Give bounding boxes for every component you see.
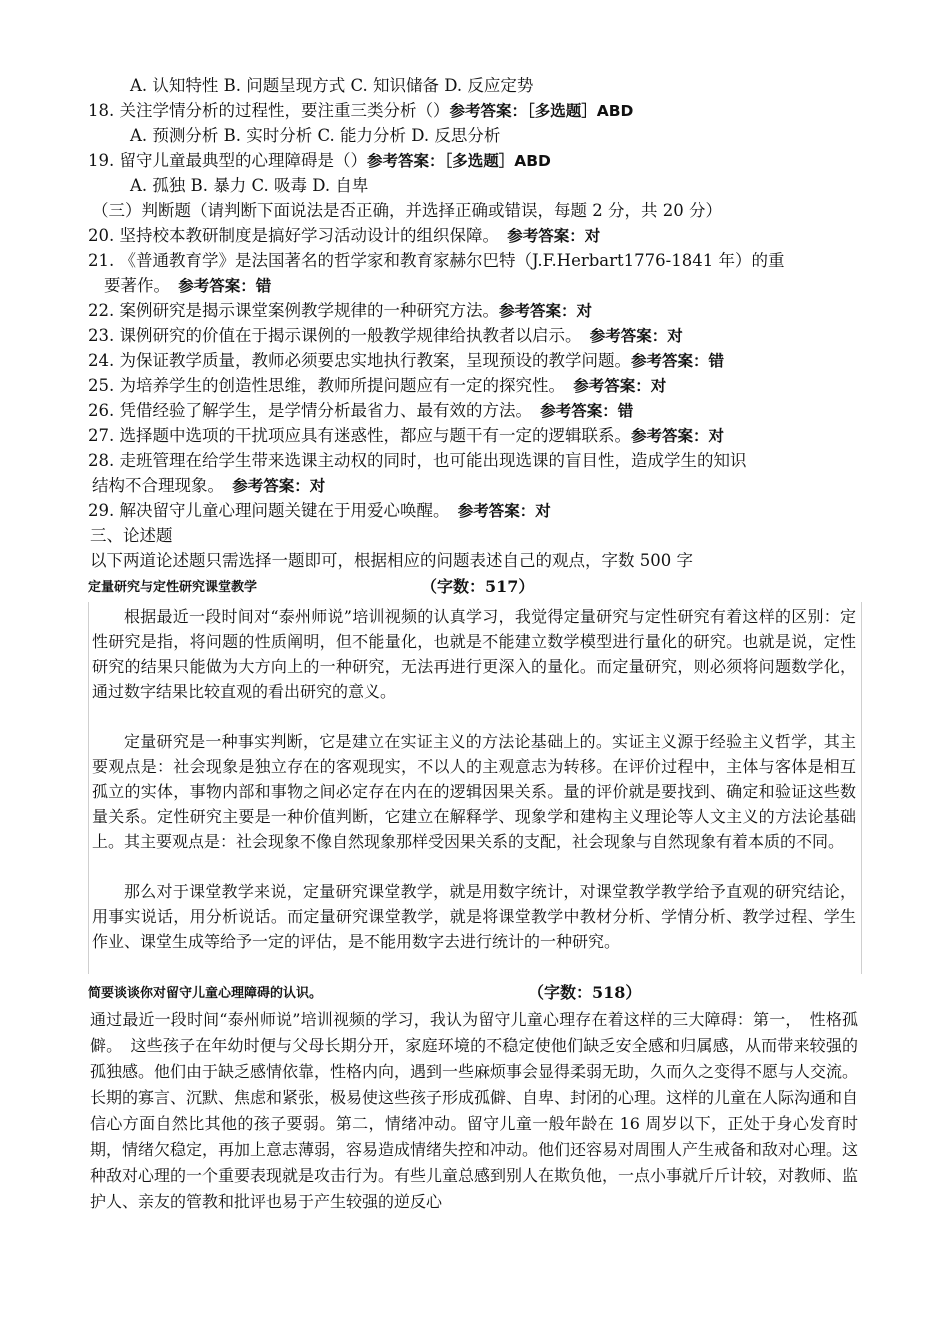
- essay1-paragraph-3: 那么对于课堂教学来说，定量研究课堂教学，就是用数字统计，对课堂教学教学给予直观的研究结论，用事实说话，用分析说话。而定量研究课堂教学，就是将课堂教学中教材分析、学情分析、教学过程、学生作业、课堂生成等给予一定的评估，是不能用数字去进行统计的一种研究。: [92, 882, 856, 951]
- section-heading-judgment: （三）判断题（请判断下面说法是否正确，并选择正确或错误，每题 2 分，共 20 分）: [92, 201, 722, 220]
- essay1-paragraph-1: 根据最近一段时间对“泰州师说”培训视频的认真学习，我觉得定量研究与定性研究有着这样的区别：定性研究是指，将问题的性质阐明，但不能量化，也就是不能建立数学模型进行量化的研究。也就是说，定性研究的结果只能做为大方向上的一种研究，无法再进行更深入的量化。而定量研究，则必须将问题数学化，通过数字结果比较直观的看出研究的意义。: [92, 607, 856, 701]
- section-heading-essay: 三、论述题: [90, 526, 173, 545]
- q25: 25. 为培养学生的创造性思维，教师所提问题应有一定的探究性。 参考答案：对: [88, 376, 667, 395]
- essay2-title: 简要谈谈你对留守儿童心理障碍的认识。: [88, 986, 323, 1001]
- essay1-header: [88, 576, 868, 600]
- q29: 29. 解决留守儿童心理问题关键在于用爱心唤醒。 参考答案：对: [88, 501, 551, 520]
- essay-instructions: 以下两道论述题只需选择一题即可，根据相应的问题表述自己的观点，字数 500 字: [90, 551, 693, 570]
- q21-line2: 要著作。 参考答案：错: [104, 276, 272, 295]
- q18-options: A. 预测分析 B. 实时分析 C. 能力分析 D. 反思分析: [130, 126, 501, 145]
- essay2-header: [88, 982, 868, 1006]
- q24: 24. 为保证教学质量，教师必须要忠实地执行教案，呈现预设的教学问题。参考答案：错: [88, 351, 725, 370]
- q26: 26. 凭借经验了解学生，是学情分析最省力、最有效的方法。 参考答案：错: [88, 401, 634, 420]
- answer: 参考答案：对: [499, 302, 593, 320]
- answer: 参考答案：对: [631, 427, 725, 445]
- essay2-word-count: （字数：518）: [528, 983, 642, 1002]
- answer: 参考答案：对: [573, 377, 667, 395]
- answer: 参考答案：错: [631, 352, 725, 370]
- answer: 参考答案：错: [540, 402, 634, 420]
- q23: 23. 课例研究的价值在于揭示课例的一般教学规律给执教者以启示。 参考答案：对: [88, 326, 683, 345]
- essay1-title: 定量研究与定性研究课堂教学: [88, 580, 258, 595]
- essay1-paragraph-2: 定量研究是一种事实判断，它是建立在实证主义的方法论基础上的。实证主义源于经验主义哲学，其主要观点是：社会现象是独立存在的客观现实，不以人的主观意志为转移。在评价过程中，主体与客体是相互孤立的实体，事物内部和事物之间必定存在内在的逻辑因果关系。量的评价就是要找到、确定和验证这些数量关系。定性研究主要是一种价值判断，它建立在解释学、现象学和建构主义理论等人文主义的方法论基础上。其主要观点是：社会现象不像自然现象那样受因果关系的支配，社会现象与自然现象有着本质的不同。: [92, 732, 856, 851]
- essay1-word-count: （字数：517）: [421, 577, 535, 596]
- answer: 参考答案：错: [178, 277, 272, 295]
- q17-options: A. 认知特性 B. 问题呈现方式 C. 知识储备 D. 反应定势: [130, 76, 534, 95]
- answer: 参考答案：对: [457, 502, 551, 520]
- q20: 20. 坚持校本教研制度是搞好学习活动设计的组织保障。 参考答案：对: [88, 226, 601, 245]
- answer: 参考答案：对: [589, 327, 683, 345]
- q19: 19. 留守儿童最典型的心理障碍是（）参考答案：［多选题］ABD: [88, 151, 551, 170]
- answer: 参考答案：［多选题］ABD: [367, 152, 551, 170]
- q27: 27. 选择题中选项的干扰项应具有迷惑性，都应与题干有一定的逻辑联系。参考答案：对: [88, 426, 725, 445]
- essay2-paragraph: 通过最近一段时间“泰州师说”培训视频的学习，我认为留守儿童心理存在着这样的三大障碍：第一， 性格孤僻。 这些孩子在年幼时便与父母长期分开，家庭环境的不稳定使他们缺乏安全感和归属感，从而带来较强的孤独感。他们由于缺乏感情依靠，性格内向，遇到一些麻烦事会显得柔弱无助，久而久之变得不愿与人交流。长期的寡言、沉默、焦虑和紧张，极易使这些孩子形成孤僻、自卑、封闭的心理。这样的儿童在人际沟通和自信心方面自然比其他的孩子要弱。第二，情绪冲动。留守儿童一般年龄在 16 周岁以下，正处于身心发育时期，情绪欠稳定，再加上意志薄弱，容易造成情绪失控和冲动。他们还容易对周围人产生戒备和敌对心理。这种敌对心理的一个重要表现就是攻击行为。有些儿童总感到别人在欺负他，一点小事就斤斤计较，对教师、监护人、亲友的管教和批评也易于产生较强的逆反心: [90, 1010, 859, 1211]
- q21-line1: 21. 《普通教育学》是法国著名的哲学家和教育家赫尔巴特（J.F.Herbart1776-1841 年）的重: [88, 251, 785, 270]
- q28-line2: 结构不合理现象。 参考答案：对: [92, 476, 326, 495]
- answer: 参考答案：［多选题］ABD: [449, 102, 634, 120]
- q19-options: A. 孤独 B. 暴力 C. 吸毒 D. 自卑: [130, 176, 369, 195]
- answer: 参考答案：对: [232, 477, 326, 495]
- q22: 22. 案例研究是揭示课堂案例教学规律的一种研究方法。参考答案：对: [88, 301, 593, 320]
- q28-line1: 28. 走班管理在给学生带来选课主动权的同时，也可能出现选课的盲目性，造成学生的知识: [88, 451, 747, 470]
- q18: 18. 关注学情分析的过程性，要注重三类分析（）参考答案：［多选题］ABD: [88, 101, 634, 120]
- answer: 参考答案：对: [507, 227, 601, 245]
